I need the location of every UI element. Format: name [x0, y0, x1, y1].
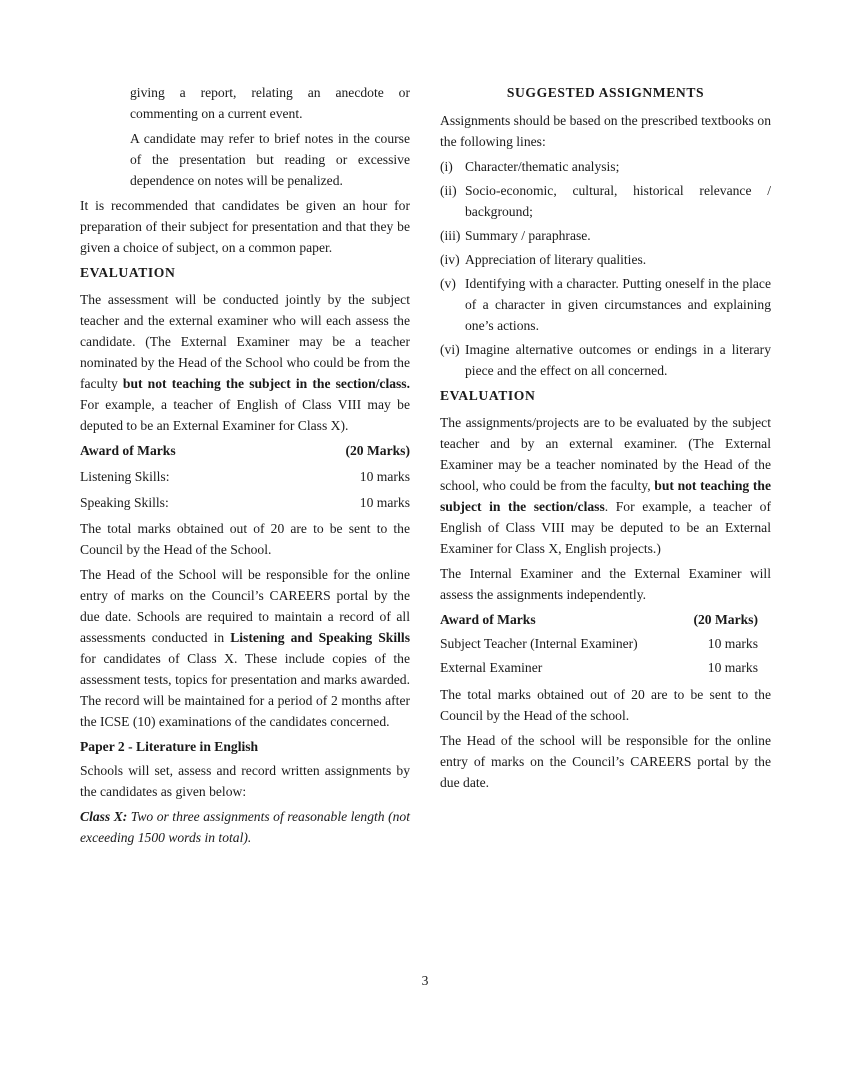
award-total: (20 Marks): [693, 612, 758, 627]
preparation-recommendation: It is recommended that candidates be given an hour for preparation of their subject for presentation and that they be given a choice of subject, on a common paper.: [80, 198, 410, 255]
assignments-intro: Assignments should be based on the prescribed textbooks on the following lines:: [440, 113, 771, 149]
list-item: [440, 225, 771, 246]
suggested-assignments-heading: SUGGESTED ASSIGNMENTS: [506, 85, 705, 100]
head-text-b: for candidates of Class X. These include copies of the assessment tests, topics for presentation and marks awarded. The record will be maintained for a period of 2 months after the ICSE (10) examinations of the candidates concerned.: [80, 651, 410, 729]
head-text-bold: Listening and Speaking Skills: [230, 630, 410, 645]
evaluation-heading: EVALUATION: [440, 388, 536, 403]
evaluation-heading: EVALUATION: [80, 265, 176, 280]
class-x-text: Two or three assignments of reasonable length (not exceeding 1500 words in total).: [80, 809, 410, 845]
marks-label: Listening Skills:: [80, 469, 170, 484]
assessment-text-b: For example, a teacher of English of Class VIII may be deputed to be an External Examiner for Class X).: [80, 397, 410, 433]
evaluation-text-bold: but not teaching the subject in the section/class: [440, 478, 771, 514]
award-label: Award of Marks: [440, 612, 536, 627]
list-item-number: (iv): [440, 252, 460, 267]
head-responsibility-text: The Head of the school will be responsible for the online entry of marks on the Council’s CAREERS portal by the due date.: [440, 733, 771, 790]
list-item-text: Summary / paraphrase.: [465, 228, 591, 243]
marks-row: [440, 633, 758, 654]
assessment-text-a: The assessment will be conducted jointly by the subject teacher and the external examiner who will each assess the candidate. (The External Examiner may be a teacher nominated by the Head of the School who could be from the faculty: [80, 292, 410, 391]
list-item-number: (ii): [440, 183, 457, 198]
head-responsibility-paragraph: [80, 564, 410, 732]
marks-label: External Examiner: [440, 660, 543, 675]
marks-row: [440, 657, 758, 678]
page-number: 3: [421, 973, 429, 988]
list-item-number: (vi): [440, 342, 460, 357]
total-marks-text: The total marks obtained out of 20 are to be sent to the Council by the Head of the School.: [80, 521, 410, 557]
list-item: [440, 180, 771, 222]
marks-value: 10 marks: [359, 469, 410, 484]
list-item: [440, 339, 771, 381]
class-x-label: Class X:: [80, 809, 128, 824]
marks-value: 10 marks: [707, 636, 758, 651]
evaluation-text-b: . For example, a teacher of English of Class VIII may be deputed to be an External Examiner for Class X, English projects.): [440, 499, 772, 556]
marks-value: 10 marks: [707, 660, 758, 675]
award-of-marks-row: [440, 609, 758, 630]
award-label: Award of Marks: [80, 443, 176, 458]
marks-label: Speaking Skills:: [80, 495, 169, 510]
total-marks-text: The total marks obtained out of 20 are to be sent to the Council by the Head of the school.: [440, 687, 771, 723]
award-of-marks-row: [80, 440, 410, 461]
marks-row: [80, 466, 410, 487]
list-item-text: Character/thematic analysis;: [465, 159, 620, 174]
list-item: [440, 249, 771, 270]
list-item-text: Imagine alternative outcomes or endings in a literary piece and the effect on all concerned.: [465, 342, 771, 378]
assessment-paragraph: [80, 289, 410, 436]
schools-assignments-text: Schools will set, assess and record written assignments by the candidates as given below:: [80, 763, 410, 799]
list-item-number: (i): [440, 159, 453, 174]
class-x-paragraph: [80, 806, 410, 848]
paper2-heading: Paper 2 - Literature in English: [80, 739, 259, 754]
marks-row: [80, 492, 410, 513]
award-total: (20 Marks): [345, 443, 410, 458]
list-item-text: Socio-economic, cultural, historical relevance / background;: [465, 183, 771, 219]
right-column: [440, 82, 771, 797]
list-item-number: (v): [440, 276, 456, 291]
assessment-text-bold: but not teaching the subject in the section/class.: [122, 376, 410, 391]
marks-value: 10 marks: [359, 495, 410, 510]
list-item: [440, 156, 771, 177]
presentation-continued-text: giving a report, relating an anecdote or commenting on a current event.: [130, 85, 410, 121]
list-item-text: Identifying with a character. Putting oneself in the place of a character in given circumstances and explaining one’s actions.: [465, 276, 771, 333]
internal-examiner-text: The Internal Examiner and the External Examiner will assess the assignments independently.: [440, 566, 771, 602]
list-item-text: Appreciation of literary qualities.: [465, 252, 647, 267]
list-item-number: (iii): [440, 228, 461, 243]
notes-guidance-text: A candidate may refer to brief notes in the course of the presentation but reading or excessive dependence on notes will be penalized.: [130, 131, 410, 188]
left-column: [80, 82, 410, 852]
head-text-a: The Head of the School will be responsible for the online entry of marks on the Council’s CAREERS portal by the due date. Schools are required to maintain a record of all assessments conducted in: [80, 567, 410, 645]
evaluation-text-a: The assignments/projects are to be evaluated by the subject teacher and by an external examiner. (The External Examiner may be a teacher nominated by the Head of the school, who could be from the faculty,: [440, 415, 771, 493]
assignments-evaluation-paragraph: [440, 412, 771, 559]
marks-label: Subject Teacher (Internal Examiner): [440, 636, 638, 651]
assignment-list: [440, 156, 771, 381]
list-item: [440, 273, 771, 336]
